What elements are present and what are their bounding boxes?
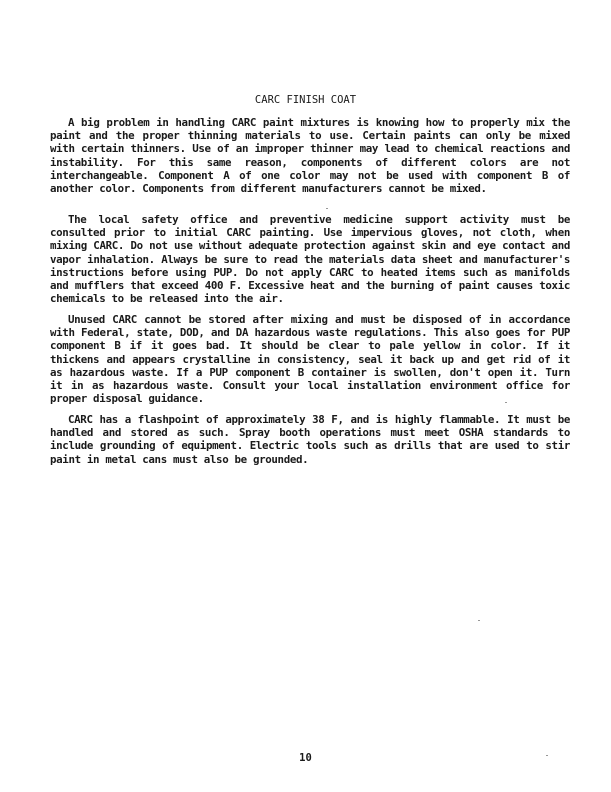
- paragraph-mixing: A big problem in handling CARC paint mixtures is knowing how to properly mix the paint and the proper thinning materials to use. Certain paints can only be mixed with certain thinners. Use of an improper thinner may lead to chemical reactions and instability. For this same reason, components of different colors are not interchangeable. Component A of one color may not be used with component B of another color. Components from different manufacturers cannot be mixed.: [50, 116, 570, 196]
- paragraph-disposal: Unused CARC cannot be stored after mixing and must be disposed of in accordance with Federal, state, DOD, and DA hazardous waste regulations. This also goes for PUP component B if it goes bad. It should be clear to pale yellow in color. If it thickens and appears crystalline in consistency, seal it back up and get rid of it as hazardous waste. If a PUP component B container is swollen, don't open it. Turn it in as hazardous waste. Consult your local installation environment office for proper disposal guidance.: [50, 313, 570, 406]
- document-title: CARC FINISH COAT: [254, 94, 357, 106]
- paragraph-safety: The local safety office and preventive medicine support activity must be consulted prior to initial CARC painting. Use impervious gloves, not cloth, when mixing CARC. Do not use without adequate protection against skin and eye contact and vapor inhalation. Always be sure to read the materials data sheet and manufacturer's instructions before using PUP. Do not apply CARC to heated items such as manifolds and mufflers that exceed 400 F. Excessive heat and the burning of paint causes toxic chemicals to be released into the air.: [50, 213, 570, 306]
- scan-speck: [478, 620, 480, 621]
- scan-speck: [505, 402, 507, 403]
- page-number: 10: [299, 752, 312, 764]
- scan-speck: [546, 755, 548, 756]
- paragraph-flammability: CARC has a flashpoint of approximately 38 F, and is highly flammable. It must be handled and stored as such. Spray booth operations must meet OSHA standards to include grounding of equipment. Electric tools such as drills that are used to stir paint in metal cans must also be grounded.: [50, 413, 570, 466]
- scan-speck: [326, 208, 328, 209]
